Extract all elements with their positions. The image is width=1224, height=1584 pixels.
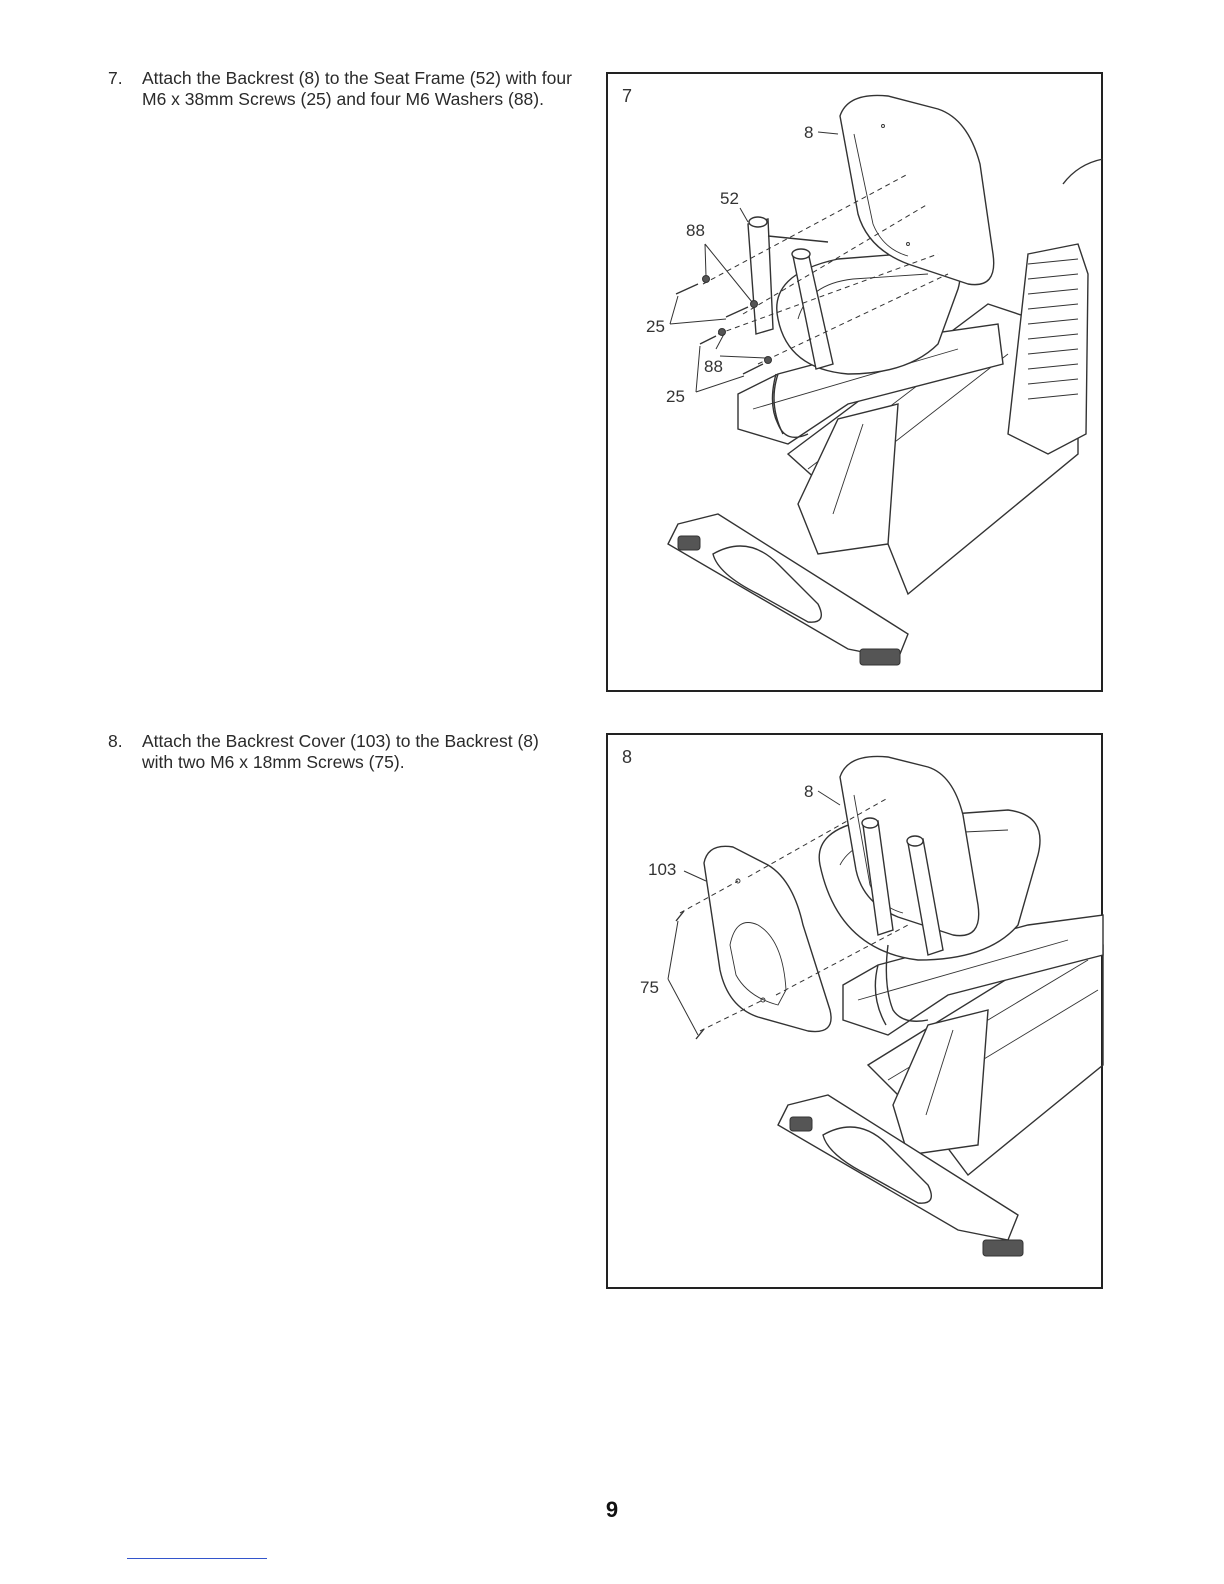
callout-seat-frame: 52 <box>720 189 739 208</box>
callout-washers: 88 <box>686 221 705 240</box>
figure-8 <box>606 733 1103 1289</box>
figure-7 <box>606 72 1103 692</box>
step-number: 8. <box>108 731 123 751</box>
callout-screws: 25 <box>646 317 665 336</box>
callout-screws: 75 <box>640 978 659 997</box>
page-number: 9 <box>605 1497 619 1522</box>
callout-screws: 25 <box>666 387 685 406</box>
callout-backrest: 8 <box>804 123 814 142</box>
figure-7-illustration <box>608 74 1105 694</box>
figure-8-illustration <box>608 735 1105 1291</box>
figure-label: 7 <box>622 86 633 106</box>
step-text: Attach the Backrest Cover (103) to the Backrest (8) with two M6 x 18mm Screws (75). <box>142 731 539 772</box>
step-number: 7. <box>108 68 123 88</box>
callout-backrest: 8 <box>804 782 814 801</box>
callout-backrest-cover: 103 <box>648 860 677 879</box>
figure-label: 8 <box>622 747 633 767</box>
step-text: Attach the Backrest (8) to the Seat Frame (52) with four M6 x 38mm Screws (25) and four M6 Washers (88). <box>142 68 572 109</box>
callout-washers: 88 <box>704 357 723 376</box>
footer-rule <box>127 1558 267 1559</box>
